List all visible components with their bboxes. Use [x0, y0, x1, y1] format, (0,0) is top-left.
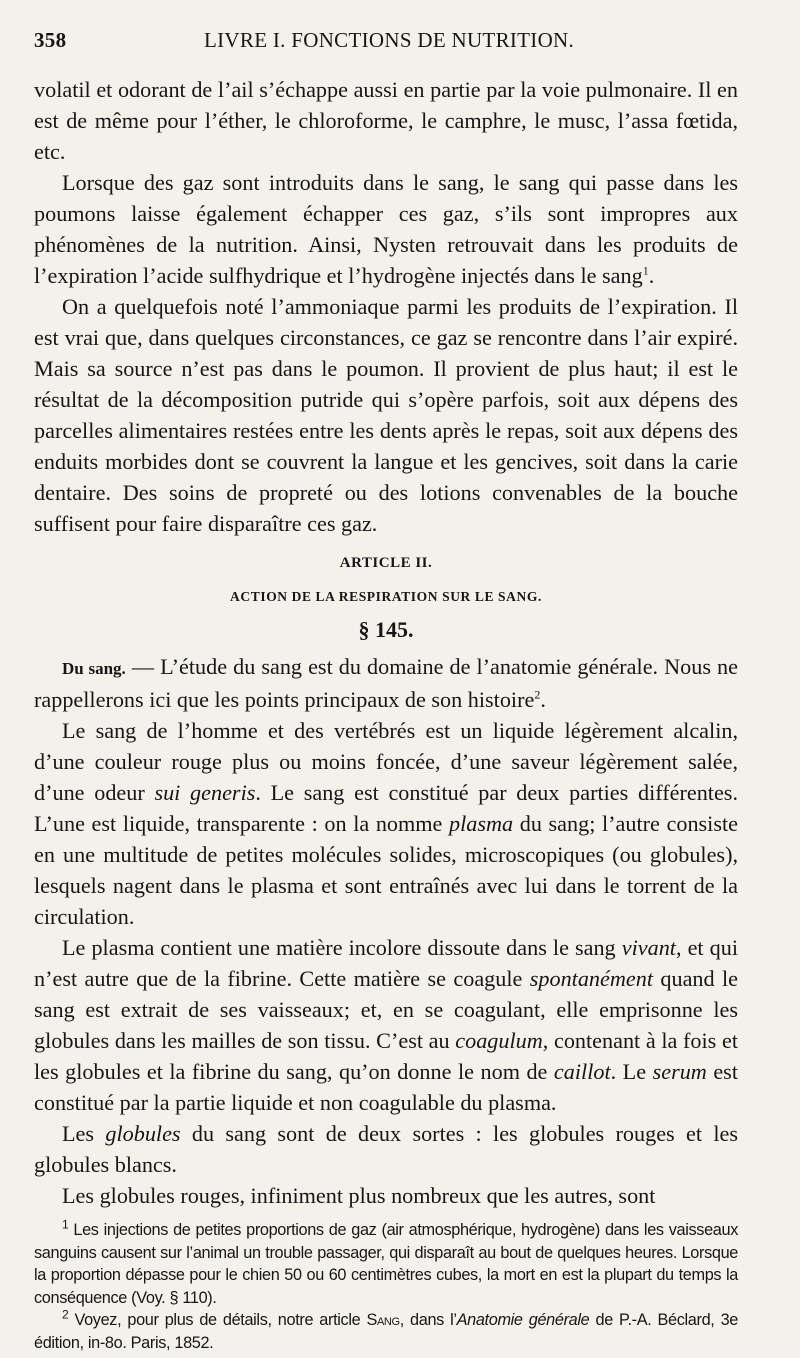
paragraph-4: Du sang. — L’étude du sang est du domaine de l’anatomie générale. Nous ne rappellerons ici que les points principaux de son histoire$^2$. — [34, 654, 738, 712]
footnote-1: $^1$ Les injections de petites proportions de gaz (air atmosphérique, hydrogène) dans les vaisseaux sanguins causent sur l’animal un trouble passager, qui disparaît au bout de quelques heures. Lorsque la proportion dépasse pour le chien 50 ou 60 centimètres cubes, la mort en est la plupart du temps la conséquence (Voy. § 110). — [34, 1217, 738, 1307]
paragraph-7: Les globules du sang sont de deux sortes : les globules rouges et les globules blancs. — [34, 1121, 738, 1177]
paragraph-3: On a quelquefois noté l’ammoniaque parmi les produits de l’expiration. Il est vrai que, dans quelques circonstances, ce gaz se rencontre dans l’air expiré. Mais sa source n’est pas dans le poumon. Il provient de plus haut; il est le résultat de la décomposition putride qui s’opère parfois, soit aux dépens des parcelles alimentaires restées entre les dents après le repas, soit aux dépens des enduits morbides dont se couvrent la langue et les gencives, soit dans la carie dentaire. Des soins de propreté ou des lotions convenables de la bouche suffisent pour faire disparaître ces gaz. — [34, 294, 738, 536]
footnote-mark-1: 1 — [62, 1217, 69, 1232]
page-number: 358 — [34, 28, 67, 52]
paragraph-2: Lorsque des gaz sont introduits dans le sang, le sang qui passe dans les poumons laisse également échapper ces gaz, s’ils sont impropres aux phénomènes de la nutrition. Ainsi, Nysten retrouvait dans les produits de l’expiration l’acide sulfhydrique et l’hydrogène injectés dans le sang$^1$. — [34, 170, 738, 288]
article-title: ACTION DE LA RESPIRATION SUR LE SANG. — [230, 589, 542, 604]
running-title: LIVRE I. FONCTIONS DE NUTRITION. — [204, 28, 575, 52]
paragraph-5: Le sang de l’homme et des vertébrés est un liquide légèrement alcalin, d’une couleur rouge plus ou moins foncée, d’une saveur légèrement salée, d’une odeur sui generis. Le sang est constitué par deux parties différentes. L’une est liquide, transparente : on la nomme plasma du sang; l’autre consiste en une multitude de petites molécules solides, microscopiques (ou globules), lesquels nagent dans le plasma et sont entraînés avec lui dans le torrent de la circulation. — [34, 718, 738, 929]
footnote-ref-1[interactable]: 1 — [642, 263, 649, 278]
paragraph-1: volatil et odorant de l’ail s’échappe aussi en partie par la voie pulmonaire. Il en est de même pour l’éther, le chloroforme, le camphre, le musc, l’assa fœtida, etc. — [34, 77, 738, 164]
article-label: ARTICLE II. — [339, 555, 433, 571]
footnote-ref-2[interactable]: 2 — [534, 687, 541, 702]
paragraph-6: Le plasma contient une matière incolore dissoute dans le sang vivant, et qui n’est autre que de la fibrine. Cette matière se coagule spontanément quand le sang est extrait de ses vaisseaux; et, en se coagulant, elle emprisonne les globules dans les mailles de son tissu. C’est au coagulum, contenant à la fois et les globules et la fibrine du sang, qu’on donne le nom de caillot. Le serum est constitué par la partie liquide et non coagulable du plasma. — [34, 935, 738, 1115]
footnotes — [34, 1219, 738, 1354]
section-number: § 145. — [358, 617, 414, 642]
paragraph-8: Les globules rouges, infiniment plus nombreux que les autres, sont — [62, 1183, 656, 1208]
footnote-2: $^2$ Voyez, pour plus de détails, notre article Sang, dans l’Anatomie générale de P.-A. Béclard, 3e édition, in-8o. Paris, 1852. — [34, 1307, 738, 1352]
footnote-mark-2: 2 — [62, 1307, 69, 1322]
page-header — [34, 28, 738, 74]
section-lead: Du sang. — [62, 659, 126, 678]
